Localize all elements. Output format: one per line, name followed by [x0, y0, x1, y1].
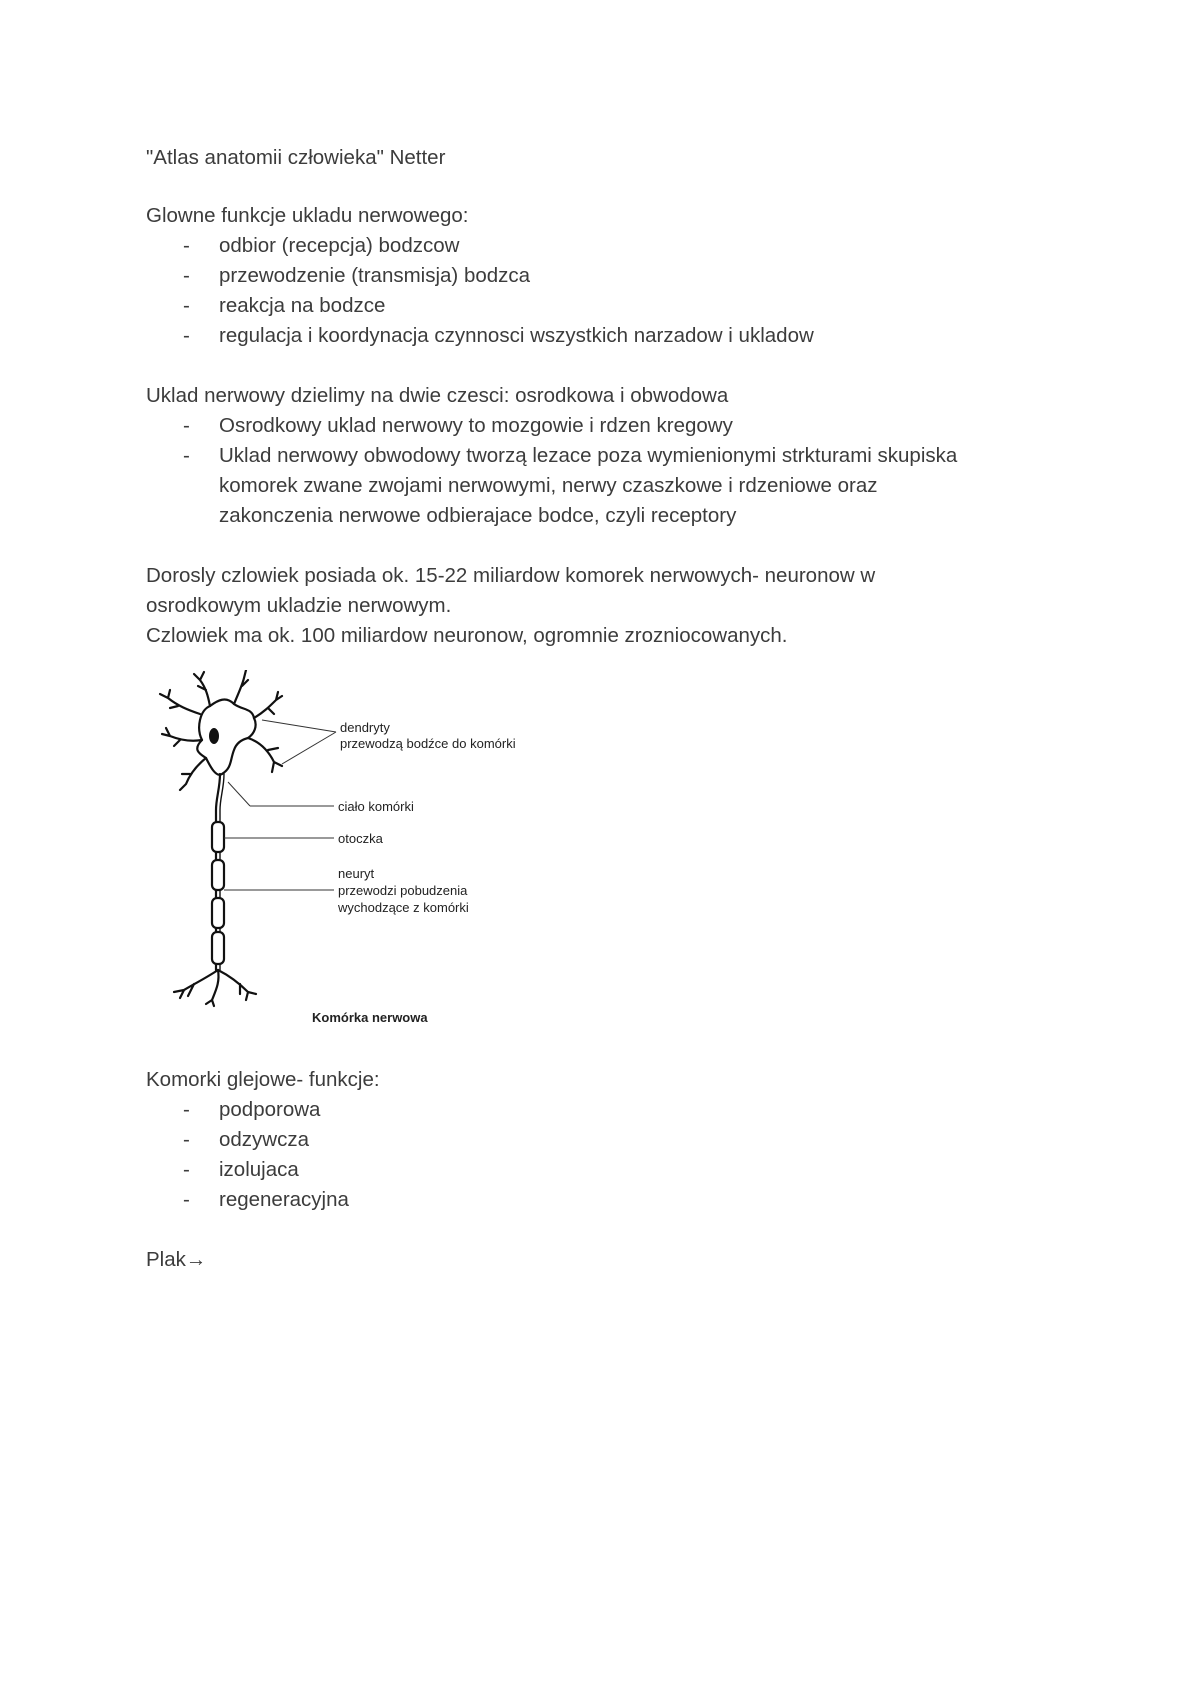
list-item: odbior (recepcja) bodzcow [219, 234, 460, 257]
label-otoczka: otoczka [338, 831, 383, 846]
bullet-marker: - [183, 264, 190, 287]
myelin-segment [212, 932, 224, 964]
bullet-marker: - [183, 1188, 190, 1211]
leader-line [262, 720, 336, 732]
bullet-marker: - [183, 444, 190, 467]
bullet-marker: - [183, 324, 190, 347]
leader-line [228, 782, 250, 806]
paragraph-line: Czlowiek ma ok. 100 miliardow neuronow, ogromnie zrozniocowanych. [146, 624, 788, 647]
list-item: izolujaca [219, 1158, 299, 1181]
paragraph-line: osrodkowym ukladzie nerwowym. [146, 594, 452, 617]
bullet-marker: - [183, 1158, 190, 1181]
leader-lines [224, 720, 336, 890]
label-dendryty: dendryty [340, 720, 390, 735]
list-item: Osrodkowy uklad nerwowy to mozgowie i rdzen kregowy [219, 414, 733, 437]
section3-heading: Komorki glejowe- funkcje: [146, 1068, 380, 1091]
list-item: regulacja i koordynacja czynnosci wszystkich narzadow i ukladow [219, 324, 814, 347]
bullet-marker: - [183, 234, 190, 257]
dendrite [160, 690, 200, 714]
cell-body [197, 700, 255, 775]
list-item: reakcja na bodzce [219, 294, 386, 317]
paragraph-line: Dorosly czlowiek posiada ok. 15-22 miliardow komorek nerwowych- neuronow w [146, 564, 876, 587]
list-item: przewodzenie (transmisja) bodzca [219, 264, 531, 287]
bullet-marker: - [183, 1128, 190, 1151]
label-neuryt-desc2: wychodzące z komórki [338, 900, 469, 915]
bullet-marker: - [183, 294, 190, 317]
bullet-marker: - [183, 414, 190, 437]
label-cialo: ciało komórki [338, 799, 414, 814]
dendrite [162, 728, 202, 746]
leader-line [282, 732, 336, 764]
list-item: regeneracyjna [219, 1188, 349, 1211]
bullet-marker: - [183, 1098, 190, 1121]
section2-heading: Uklad nerwowy dzielimy na dwie czesci: osrodkowa i obwodowa [146, 384, 729, 407]
list-item-continuation: komorek zwane zwojami nerwowymi, nerwy czaszkowe i rdzeniowe oraz [219, 474, 878, 497]
dendrite [254, 692, 282, 718]
nucleus [209, 728, 219, 744]
neuron-figure [150, 670, 570, 1030]
myelin-segment [212, 898, 224, 928]
myelin-segment [212, 822, 224, 852]
axon-terminal [174, 970, 218, 998]
neuron-diagram [150, 670, 570, 1030]
label-neuryt-desc1: przewodzi pobudzenia [338, 883, 468, 898]
dendrite [194, 672, 210, 706]
myelin-segment [212, 860, 224, 890]
figure-labels [312, 720, 516, 1025]
label-dendryty-desc: przewodzą bodźce do komórki [340, 736, 516, 751]
section1-heading: Glowne funkcje ukladu nerwowego: [146, 204, 469, 227]
list-item: Uklad nerwowy obwodowy tworzą lezace poza wymienionymi strkturami skupiska [219, 444, 958, 467]
figure-caption: Komórka nerwowa [312, 1010, 428, 1025]
axon-terminal [218, 970, 256, 1000]
dendrite [234, 670, 248, 704]
dendrite [248, 738, 282, 772]
final-line: Plak→ [146, 1248, 207, 1271]
title-line: "Atlas anatomii człowieka" Netter [146, 146, 446, 169]
label-neuryt: neuryt [338, 866, 375, 881]
list-item-continuation: zakonczenia nerwowe odbierajace bodce, czyli receptory [219, 504, 737, 527]
list-item: podporowa [219, 1098, 321, 1121]
dendrite [180, 758, 206, 790]
list-item: odzywcza [219, 1128, 310, 1151]
